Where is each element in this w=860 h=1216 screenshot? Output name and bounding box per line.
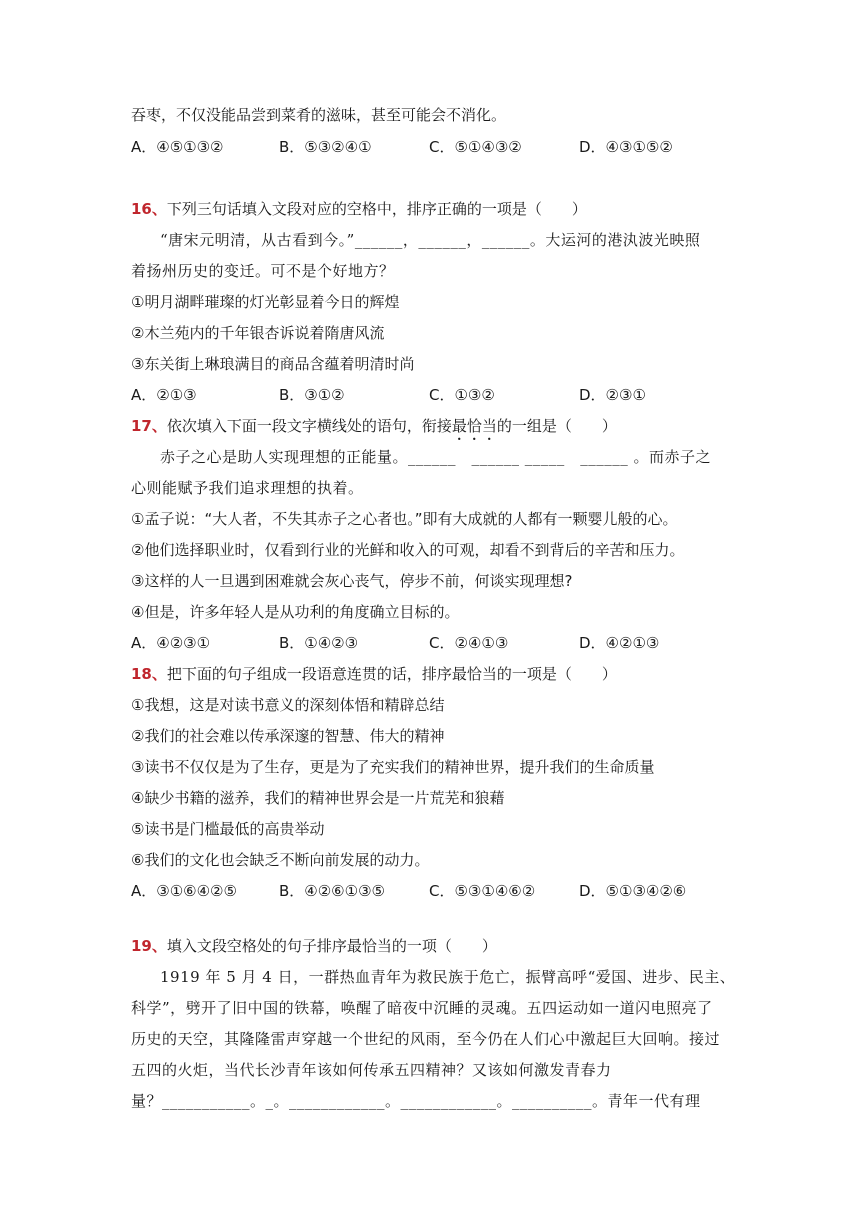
q17-item-1: ①孟子说：“大人者，不失其赤子之心者也。”即有大成就的人都有一颗婴儿般的心。 xyxy=(131,510,678,528)
option-c: C．⑤①④③② xyxy=(429,138,522,156)
question-text: 填入文段空格处的句子排序最恰当的一项（ ） xyxy=(166,937,497,955)
q18-item-3: ③读书不仅仅是为了生存，更是为了充实我们的精神世界，提升我们的生命质量 xyxy=(131,758,655,776)
q16-item-2: ②木兰苑内的千年银杏诉说着隋唐风流 xyxy=(131,324,385,342)
question-number: 19、 xyxy=(131,937,167,955)
option-c: C．①③② xyxy=(429,386,495,404)
q18-stem xyxy=(131,664,617,684)
option-d: D．⑤①③④②⑥ xyxy=(579,882,687,900)
q19-passage-line-5: 量？___________。_。____________。____________。__________。青年一代有理 xyxy=(131,1092,701,1110)
q18-item-5: ⑤读书是门槛最低的高贵举动 xyxy=(131,820,325,838)
option-c: C．②④①③ xyxy=(429,634,509,652)
q18-item-4: ④缺少书籍的滋养，我们的精神世界会是一片荒芜和狼藉 xyxy=(131,789,505,807)
q17-passage-line-2: 心则能赋予我们追求理想的执着。 xyxy=(131,479,364,497)
q19-passage-line-1: 1919 年 5 月 4 日，一群热血青年为救民族于危亡，振臂高呼“爱国、进步、民主、 xyxy=(160,968,736,986)
option-a: A．②①③ xyxy=(131,386,197,404)
question-text-start: 依次填入下面一段文字横线处的语句，衔接 xyxy=(166,417,452,435)
q19-stem xyxy=(131,936,497,956)
q16-passage-line-1: “唐宋元明清，从古看到今。”______，______，______。大运河的港汍波光映照 xyxy=(160,231,701,249)
q16-item-1: ①明月湖畔璀璨的灯光彰显着今日的辉煌 xyxy=(131,293,400,311)
option-b: B．①④②③ xyxy=(279,634,359,652)
previous-question-fragment: 吞枣，不仅没能品尝到菜肴的滋味，甚至可能会不消化。 xyxy=(131,106,507,124)
q18-item-6: ⑥我们的文化也会缺乏不断向前发展的动力。 xyxy=(131,851,430,869)
question-number: 16、 xyxy=(131,200,167,218)
option-d: D．④②①③ xyxy=(579,634,660,652)
option-b: B．③①② xyxy=(279,386,345,404)
question-number: 17、 xyxy=(131,417,167,435)
option-d: D．②③① xyxy=(579,386,646,404)
option-a: A．③①⑥④②⑤ xyxy=(131,882,237,900)
option-c: C．⑤③①④⑥② xyxy=(429,882,536,900)
question-text: 把下面的句子组成一段语意连贯的话，排序最恰当的一项是（ ） xyxy=(166,665,617,683)
question-text: 下列三句话填入文段对应的空格中，排序正确的一项是（ ） xyxy=(166,200,587,218)
question-number: 18、 xyxy=(131,665,167,683)
emphasized-text: 最恰当 xyxy=(451,417,497,435)
q17-stem xyxy=(131,416,617,444)
q19-passage-line-3: 历史的天空，其隆隆雷声穿越一个世纪的风雨，至今仍在人们心中激起巨大回响。接过 xyxy=(131,1030,721,1048)
q17-passage-line-1: 赤子之心是助人实现理想的正能量。______ ______ _____ ______ 。而赤子之 xyxy=(160,448,712,466)
q18-item-1: ①我想，这是对读书意义的深刻体悟和精辟总结 xyxy=(131,696,445,714)
question-text-end: 的一组是（ ） xyxy=(496,417,617,435)
option-b: B．④②⑥①③⑤ xyxy=(279,882,385,900)
q17-item-4: ④但是，许多年轻人是从功利的角度确立目标的。 xyxy=(131,603,460,621)
q17-item-2: ②他们选择职业时，仅看到行业的光鲜和收入的可观，却看不到背后的辛苦和压力。 xyxy=(131,541,685,559)
option-a: A．④②③① xyxy=(131,634,211,652)
q18-item-2: ②我们的社会难以传承深邃的智慧、伟大的精神 xyxy=(131,727,445,745)
q19-passage-line-4: 五四的火炬，当代长沙青年该如何传承五四精神？又该如何激发青春力 xyxy=(131,1061,612,1079)
q16-stem xyxy=(131,199,587,219)
q17-item-3: ③这样的人一旦遇到困难就会灰心丧气，停步不前，何谈实现理想? xyxy=(131,572,573,590)
q19-passage-line-2: 科学”，劈开了旧中国的铁幕，唤醒了暗夜中沉睡的灵魂。五四运动如一道闪电照亮了 xyxy=(131,999,713,1017)
option-b: B．⑤③②④① xyxy=(279,138,372,156)
q16-item-3: ③东关街上琳琅满目的商品含蕴着明清时尚 xyxy=(131,355,415,373)
option-d: D．④③①⑤② xyxy=(579,138,673,156)
q16-passage-line-2: 着扬州历史的变迁。可不是个好地方？ xyxy=(131,262,395,280)
option-a: A．④⑤①③② xyxy=(131,138,224,156)
